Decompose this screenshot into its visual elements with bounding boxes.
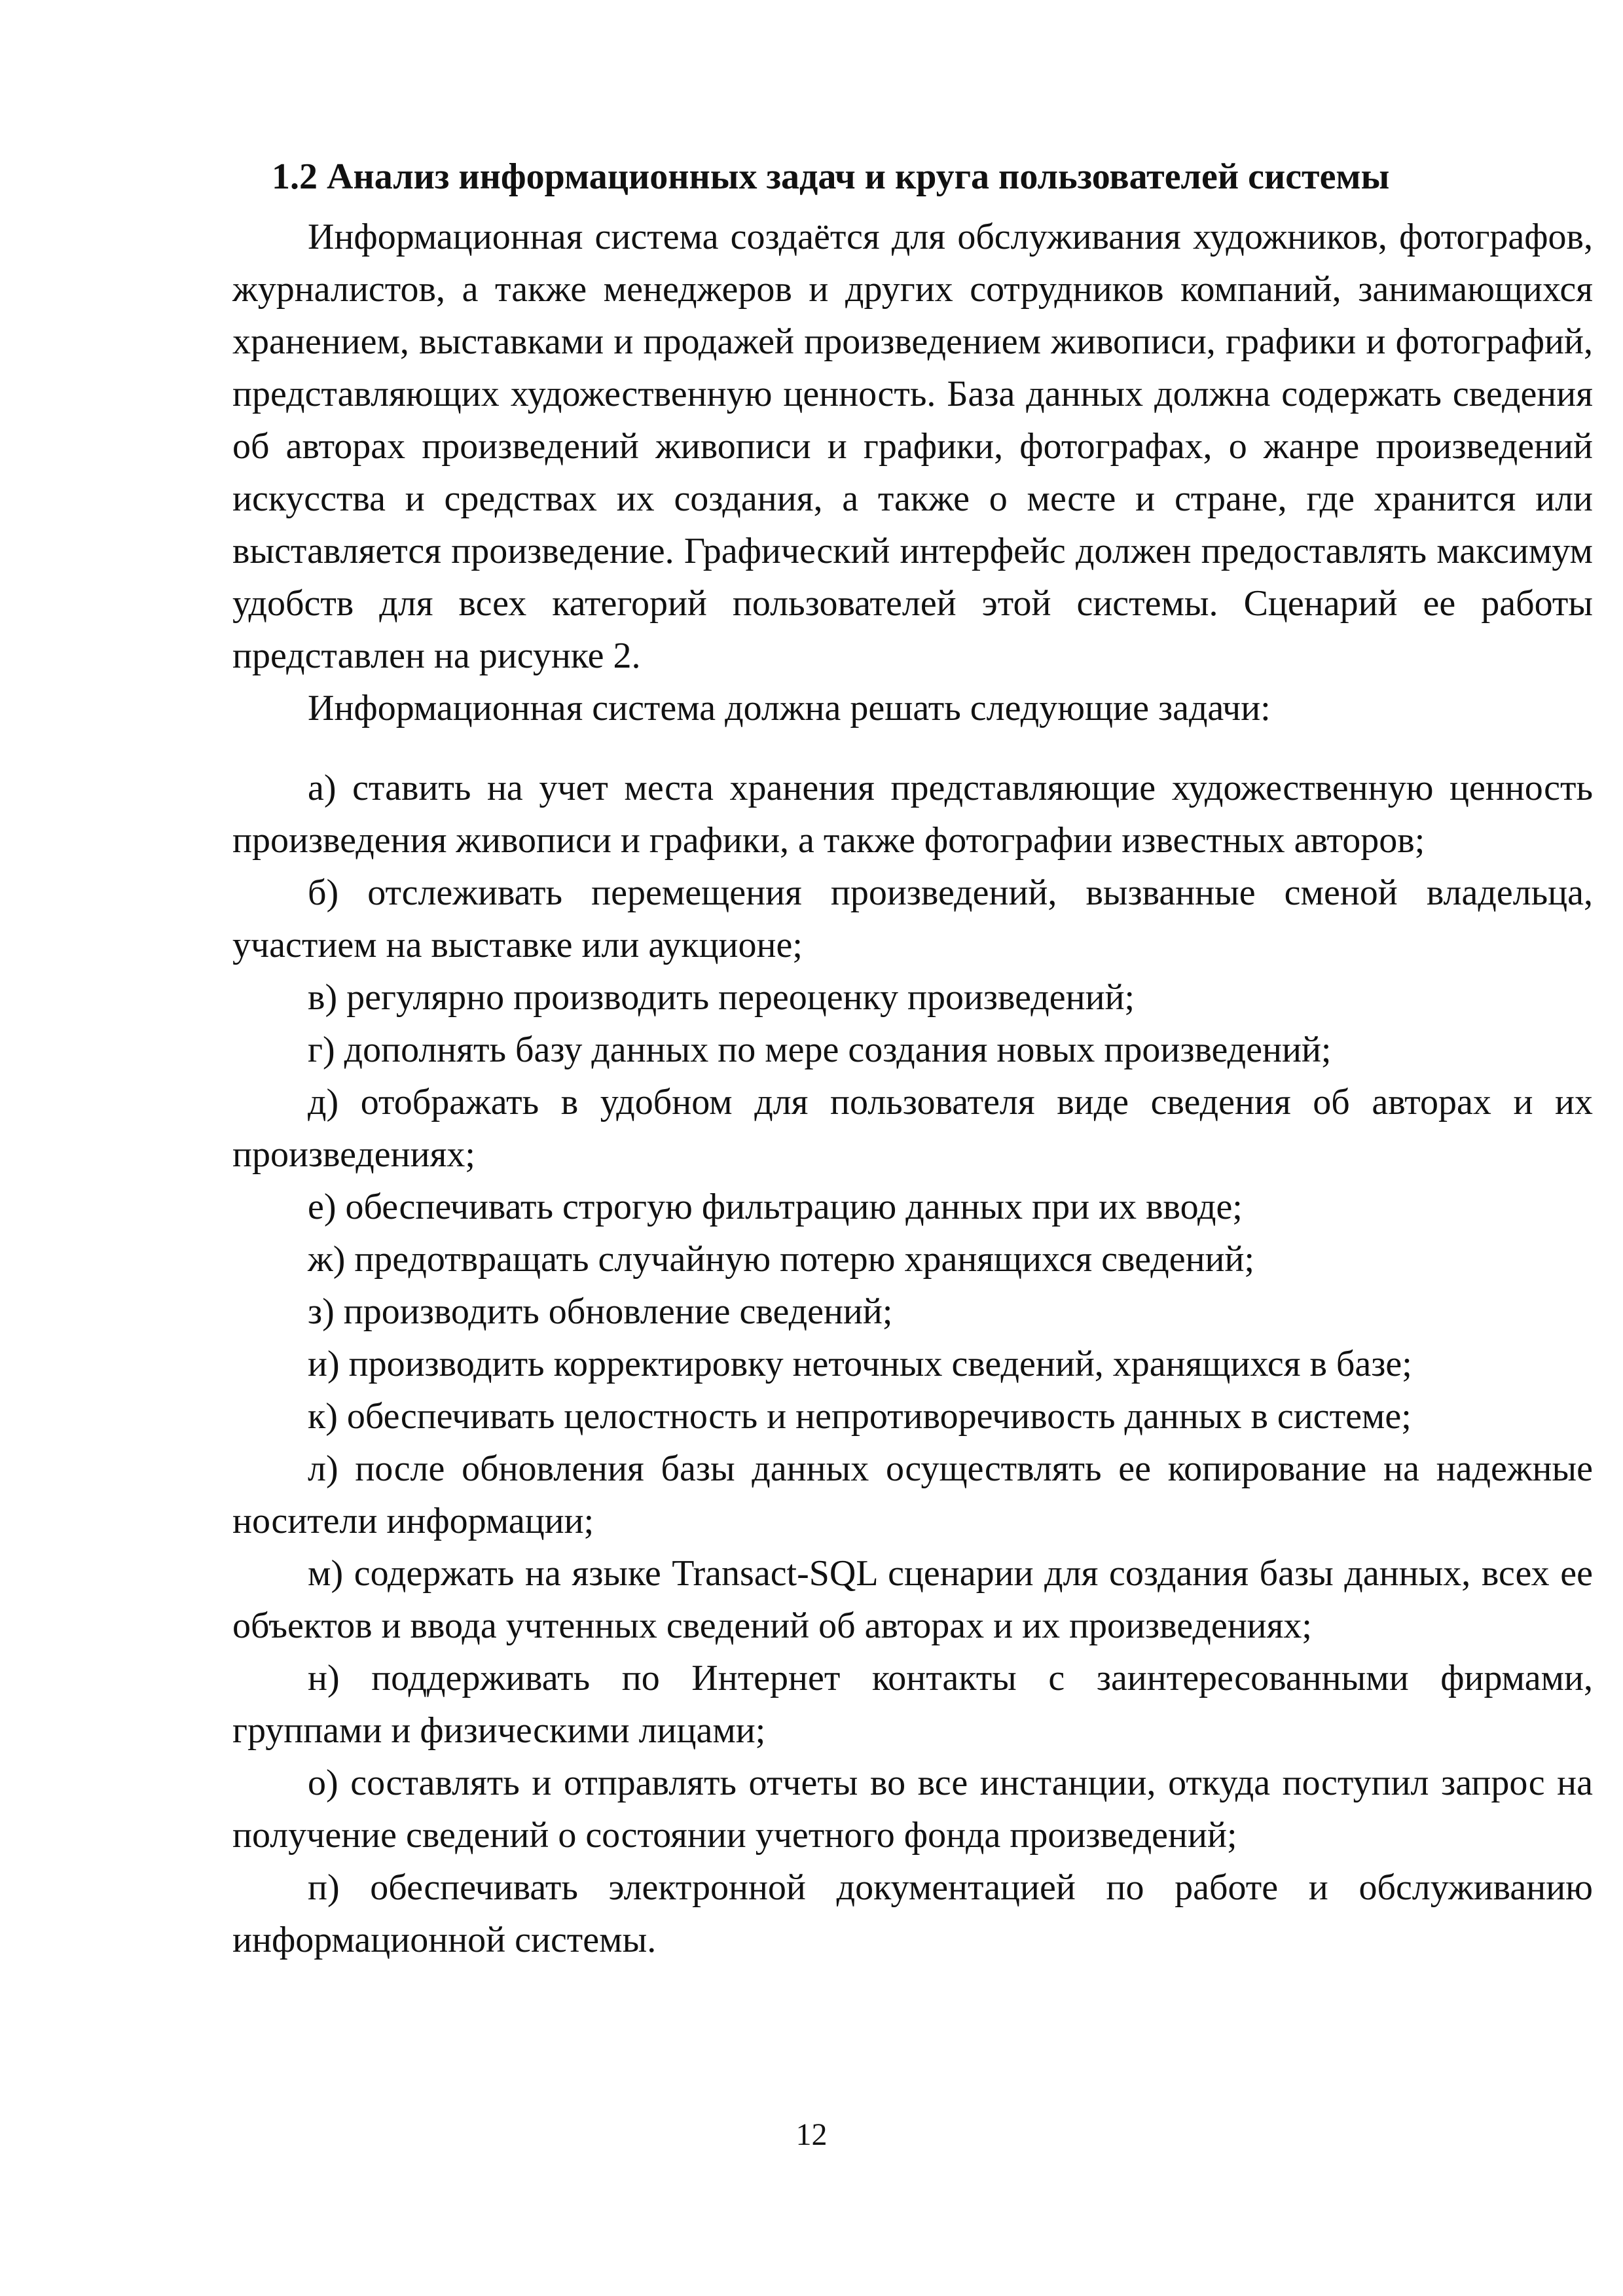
list-item: к) обеспечивать целостность и непротиворечивость данных в системе; [308,1396,1412,1437]
list-item: м) содержать на языке Transact-SQL сценарии для создания базы данных, всех ее объектов и ввода учтенных сведений об авторах и их произведениях; [232,1553,1593,1646]
intro-paragraph: Информационная система создаётся для обслуживания художников, фотографов, журналистов, а также менеджеров и других сотрудников компаний, занимающихся хранением, выставками и продажей произведением живописи, графики и фотографий, представляющих художественную ценность. База данных должна содержать сведения об авторах произведений живописи и графики, фотографах, о жанре произведений искусства и средствах их создания, а также о месте и стране, где хранится или выставляется произведение. Графический интерфейс должен предоставлять максимум удобств для всех категорий пользователей этой системы. Сценарий ее работы представлен на рисунке 2. [232,217,1593,676]
list-item: е) обеспечивать строгую фильтрацию данных при их вводе; [308,1187,1243,1227]
list-item: и) производить корректировку неточных сведений, хранящихся в базе; [308,1344,1412,1384]
list-item: л) после обновления базы данных осуществлять ее копирование на надежные носители информации; [232,1448,1593,1541]
list-item: п) обеспечивать электронной документацией по работе и обслуживанию информационной системы. [232,1867,1593,1960]
list-item: д) отображать в удобном для пользователя виде сведения об авторах и их произведениях; [232,1082,1593,1175]
list-item: а) ставить на учет места хранения представляющие художественную ценность произведения живописи и графики, а также фотографии известных авторов; [232,768,1593,861]
tasks-list [232,762,1593,1966]
list-item: з) производить обновление сведений; [308,1291,893,1332]
page-number: 12 [795,2117,828,2152]
list-item: б) отслеживать перемещения произведений, вызванные сменой владельца, участием на выставке или аукционе; [232,872,1593,965]
document-page [232,151,1593,1966]
list-item: ж) предотвращать случайную потерю хранящихся сведений; [308,1239,1255,1280]
list-item: н) поддерживать по Интернет контакты с заинтересованными фирмами, группами и физическими лицами; [232,1658,1593,1751]
list-item: о) составлять и отправлять отчеты во все инстанции, откуда поступил запрос на получение сведений о состоянии учетного фонда произведений; [232,1763,1593,1856]
list-item: в) регулярно производить переоценку произведений; [308,977,1135,1018]
list-item: г) дополнять базу данных по мере создания новых произведений; [308,1030,1332,1070]
section-heading: 1.2 Анализ информационных задач и круга пользователей системы [272,156,1390,197]
tasks-lead-paragraph: Информационная система должна решать следующие задачи: [308,688,1271,728]
